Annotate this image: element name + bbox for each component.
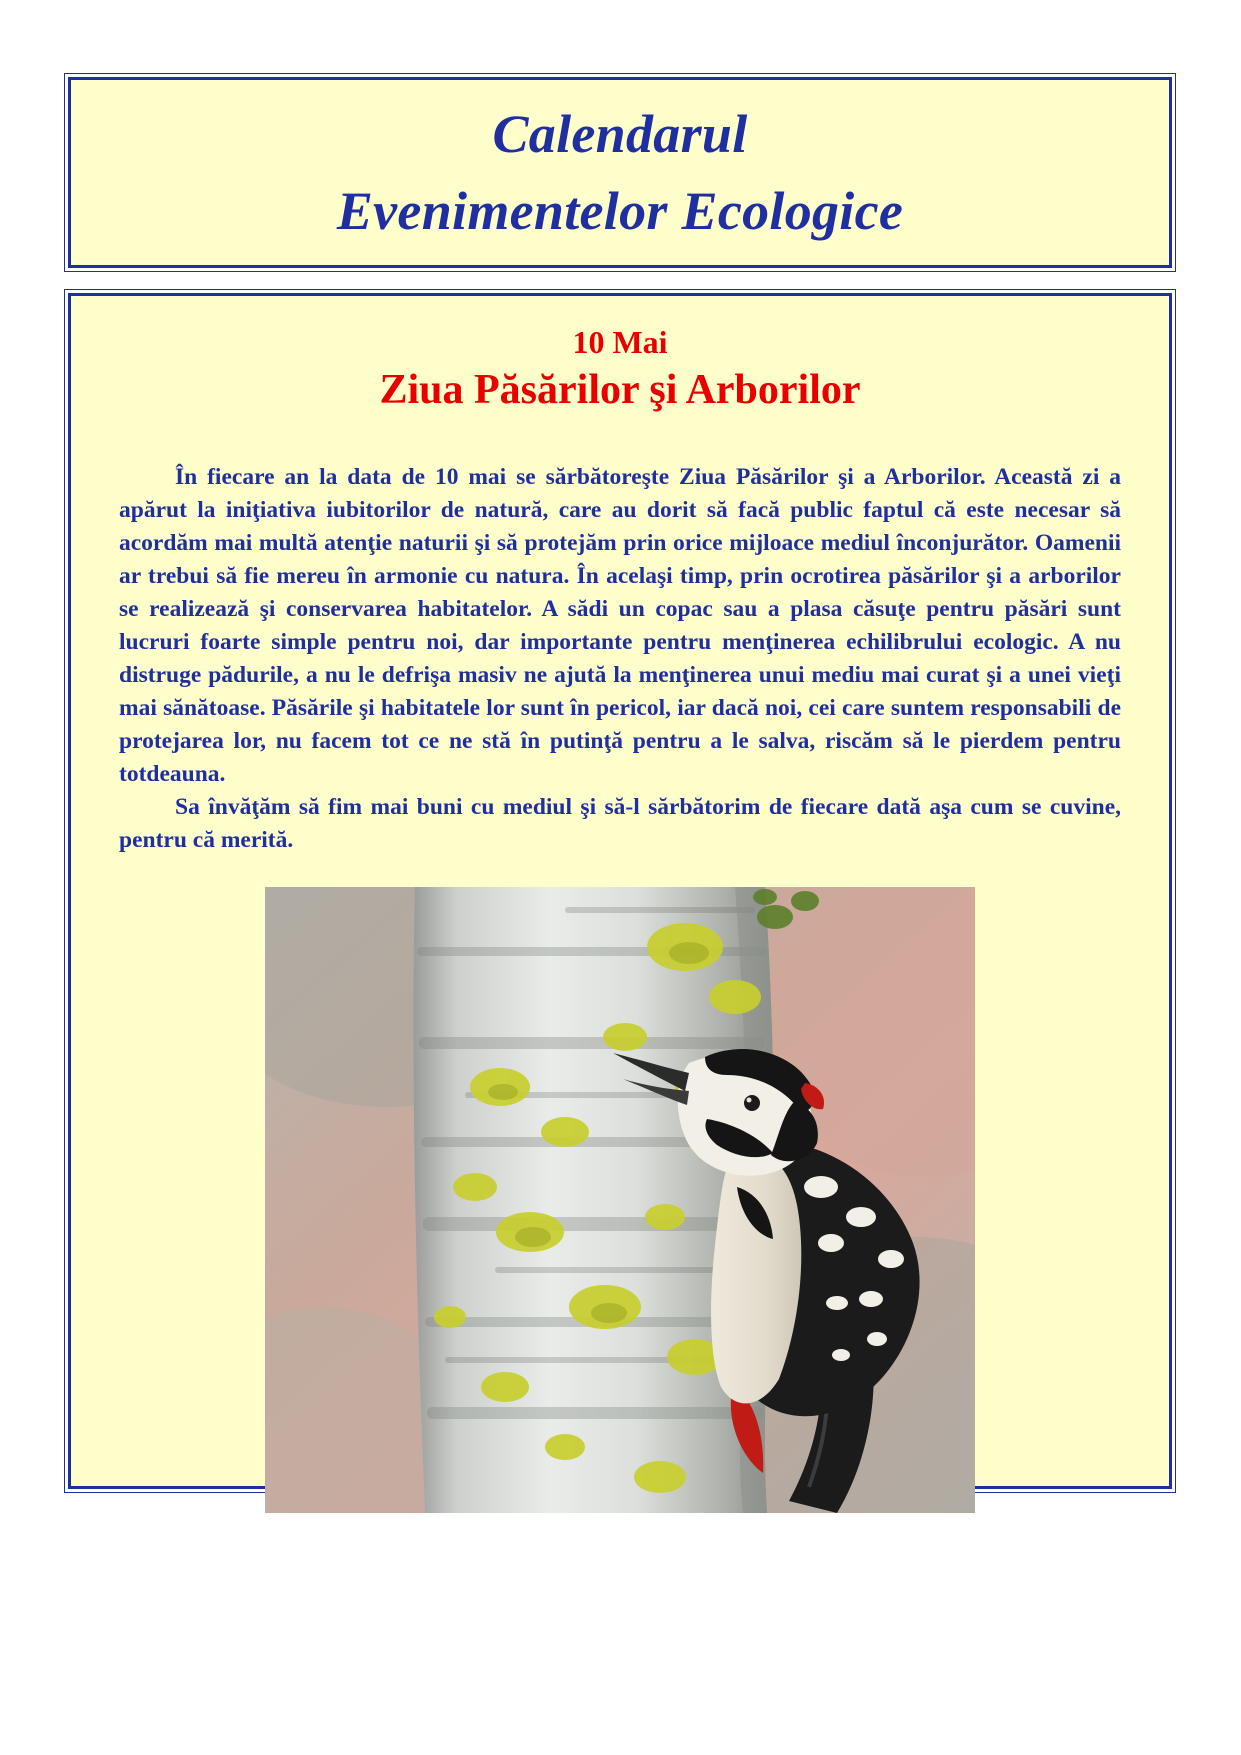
title-banner [68,77,1172,268]
article-body [119,461,1121,857]
event-title: Ziua Păsărilor şi Arborilor [379,367,861,413]
title-line-2: Evenimentelor Ecologice [336,180,904,241]
woodpecker-photo [265,887,975,1513]
content-panel [68,293,1172,1489]
paragraph-2: Sa învăţăm să fim mai buni cu mediul şi să-l sărbătorim de fiecare dată aşa cum se cuvine, pentru că merită. [119,793,1121,853]
woodpecker-photo-illustration [265,887,975,1513]
title-line-1: Calendarul [492,103,748,164]
paragraph-1: În fiecare an la data de 10 mai se sărbătoreşte Ziua Păsărilor şi a Arborilor. Această zi a apărut la iniţiativa iubitorilor de natură, care au dorit să facă public faptul că este necesar să acordăm mai multă atenţie naturii şi să protejăm prin orice mijloace mediul înconjurător. Oamenii ar trebui să fie mereu în armonie cu natura. În acelaşi timp, prin ocrotirea păsărilor şi a arborilor se realizează şi conservarea habitatelor. A sădi un copac sau a plasa căsuţe pentru păsări sunt lucruri foarte simple pentru noi, dar importante pentru menţinerea echilibrului ecologic. A nu distruge pădurile, a nu le defrişa masiv ne ajută la menţinerea unui mediu mai curat şi a unei vieţi mai sănătoase. Păsările şi habitatele lor sunt în pericol, iar dacă noi, cei care suntem responsabili de protejarea lor, nu facem tot ce ne stă în putinţă pentru a le salva, riscăm să le pierdem pentru totdeauna. [119,463,1121,787]
event-date: 10 Mai [572,324,668,360]
